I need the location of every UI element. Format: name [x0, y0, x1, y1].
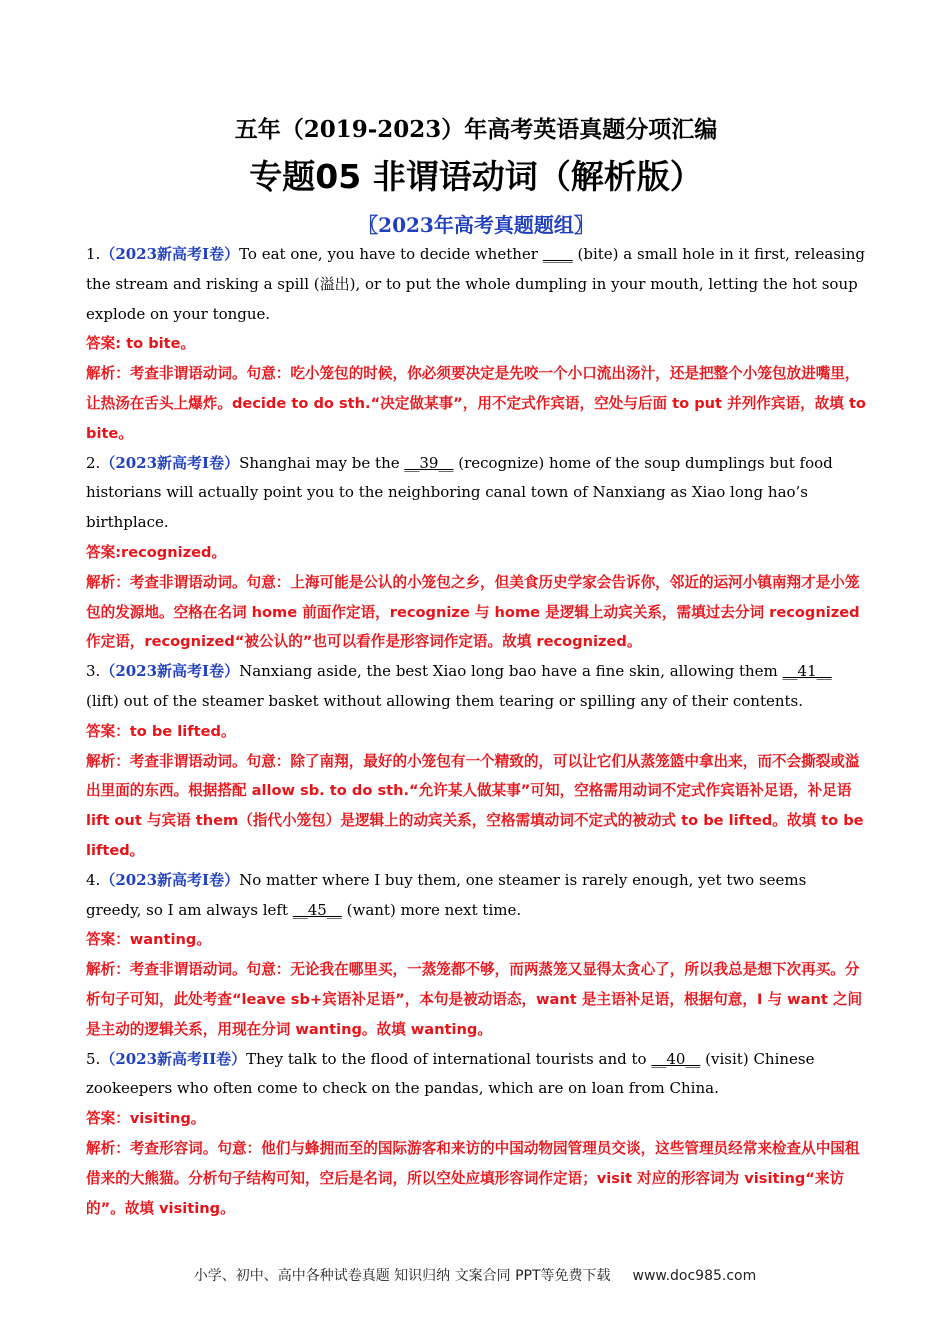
question-item	[86, 866, 866, 1045]
question-blank: ____	[542, 245, 573, 263]
question-blank: __39__	[404, 453, 454, 472]
question-list	[86, 240, 866, 1223]
footer-site-link[interactable]: www.doc985.com	[632, 1268, 757, 1284]
question-number: 1.	[86, 245, 101, 263]
footer-text: 小学、初中、高中各种试卷真题 知识归纳 文案合同 PPT等免费下载	[193, 1268, 611, 1284]
question-text	[86, 449, 866, 538]
question-stem-after: (visit) Chinese zookeepers who often come to check on the pandas, which are on loan from China.	[86, 1049, 815, 1098]
answer-line: 答案: to bite。	[86, 335, 196, 353]
question-stem-before: To eat one, you have to decide whether	[239, 245, 543, 263]
analysis-text: 解析：考查非谓语动词。句意：除了南翔，最好的小笼包有一个精致的，可以让它们从蒸笼篮中拿出来，而不会撕裂或溢出里面的东西。根据搭配 allow sb. to do sth.“允许某人做某事”可知，空格需用动词不定式作宾语补足语，补足语 lift out 与宾语 them（指代小笼包）是逻辑上的动宾关系，空格需填动词不定式的被动式 to be lifted。故填 to be lifted。	[86, 752, 864, 859]
question-source: （2023新高考I卷）	[100, 870, 240, 889]
question-text	[86, 1045, 866, 1105]
question-blank: __40__	[651, 1049, 701, 1068]
analysis-text: 解析：考查形容词。句意：他们与蜂拥而至的国际游客和来访的中国动物园管理员交谈，这些管理员经常来检查从中国租借来的大熊猫。分析句子结构可知，空后是名词，所以空处应填形容词作定语；visit 对应的形容词为 visiting“来访的”。故填 visiting。	[86, 1139, 860, 1217]
analysis-text: 解析：考查非谓语动词。句意：上海可能是公认的小笼包之乡，但美食历史学家会告诉你，邻近的运河小镇南翔才是小笼包的发源地。空格在名词 home 前面作定语，recognize 与 home 是逻辑上动宾关系，需填过去分词 recognized 作定语，recognized“被公认的”也可以看作是形容词作定语。故填 recognized。	[86, 573, 860, 651]
question-stem-before: Nanxiang aside, the best Xiao long bao have a fine skin, allowing them	[239, 662, 783, 681]
question-item	[86, 240, 866, 449]
document-page	[86, 112, 866, 1223]
answer-line: 答案：to be lifted。	[86, 722, 236, 740]
question-stem-before: They talk to the flood of international tourists and to	[246, 1049, 652, 1068]
question-stem-after: (bite) a small hole in it first, releasing the stream and risking a spill (溢出), or to put the whole dumpling in your mouth, letting the hot soup explode on your tongue.	[86, 245, 866, 323]
analysis-text: 解析：考查非谓语动词。句意：吃小笼包的时候，你必须要决定是先咬一个小口流出汤汁，还是把整个小笼包放进嘴里，让热汤在舌头上爆炸。decide to do sth.“决定做某事”，用不定式作宾语，空处与后面 to put 并列作宾语，故填 to bite。	[86, 365, 866, 442]
question-stem-after: (lift) out of the steamer basket without allowing them tearing or spilling any of their contents.	[86, 691, 803, 710]
question-source: （2023新高考I卷）	[100, 453, 240, 472]
question-source: （2023新高考II卷）	[100, 1049, 247, 1068]
analysis-text: 解析：考查非谓语动词。句意：无论我在哪里买，一蒸笼都不够，而两蒸笼又显得太贪心了，所以我总是想下次再买。分析句子可知，此处考查“leave sb+宾语补足语”，本句是被动语态，want 是主语补足语，根据句意，I 与 want 之间是主动的逻辑关系，用现在分词 wanting。故填 wanting。	[86, 961, 863, 1038]
question-stem-after: (want) more next time.	[341, 900, 522, 919]
question-number: 4.	[86, 870, 101, 889]
page-footer	[0, 1265, 950, 1287]
question-number: 5.	[86, 1049, 101, 1068]
section-title: 〖2023年高考真题题组〗	[358, 213, 594, 237]
question-stem-after: (recognize) home of the soup dumplings but food historians will actually point you to the neighboring canal town of Nanxiang as Xiao long hao’s birthplace.	[86, 453, 833, 532]
topic-title: 专题05 非谓语动词（解析版）	[249, 157, 703, 196]
answer-line: 答案：visiting。	[86, 1110, 206, 1128]
collection-title: 五年（2019-2023）年高考英语真题分项汇编	[234, 116, 718, 143]
answer-line: 答案：wanting。	[86, 931, 211, 949]
question-item	[86, 1045, 866, 1224]
question-item	[86, 449, 866, 658]
question-number: 3.	[86, 662, 101, 681]
question-stem-before: Shanghai may be the	[239, 453, 405, 472]
question-source: （2023新高考I卷）	[100, 662, 240, 681]
question-item	[86, 657, 866, 866]
question-text	[86, 657, 866, 717]
question-source: （2023新高考I卷）	[100, 245, 240, 263]
question-text	[86, 866, 866, 926]
question-number: 2.	[86, 453, 101, 472]
question-blank: __45__	[292, 900, 342, 919]
question-text	[86, 240, 866, 329]
question-stem-before: No matter where I buy them, one steamer is rarely enough, yet two seems greedy, so I am always left	[86, 870, 807, 919]
answer-line: 答案:recognized。	[86, 543, 227, 561]
question-blank: __41__	[782, 662, 832, 681]
